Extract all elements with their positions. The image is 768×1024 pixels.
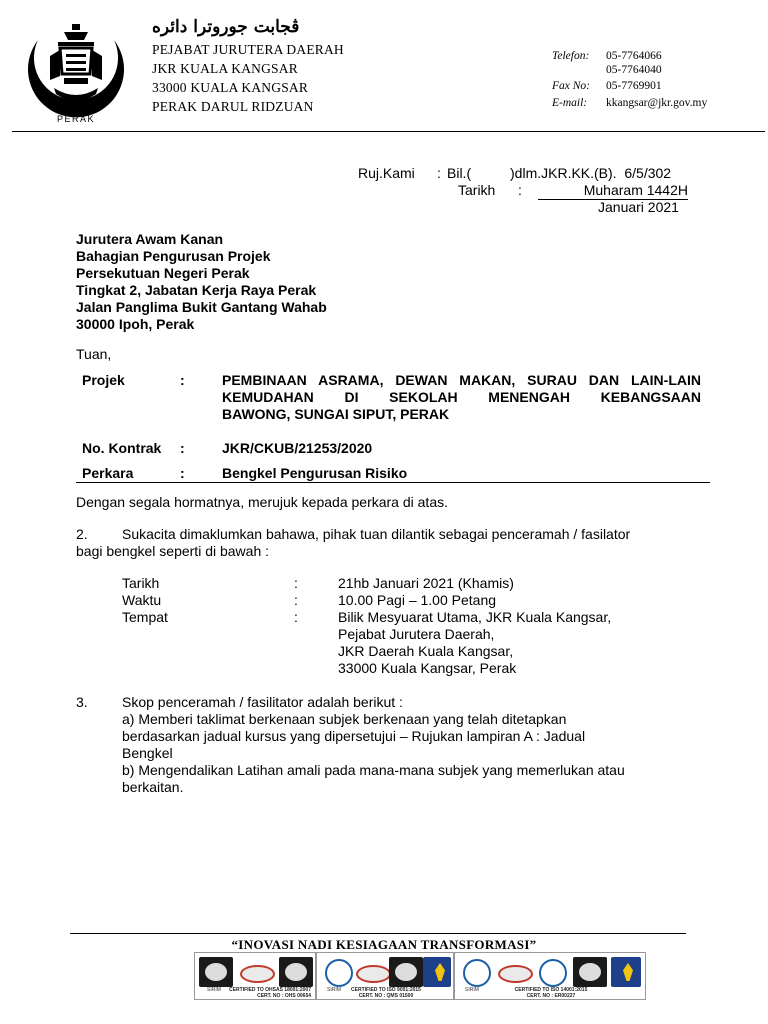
venue-line-2: Pejabat Jurutera Daerah, [338, 626, 495, 642]
ukas-badge-icon [423, 957, 451, 987]
venue-line-3: JKR Daerah Kuala Kangsar, [338, 643, 514, 659]
recipient-line-4: Tingkat 2, Jabatan Kerja Raya Perak [76, 282, 317, 298]
ohsas-cert-title: CERTIFIED TO OHSAS 18001:2007 [229, 987, 311, 993]
letterhead-divider [12, 131, 765, 132]
kontrak-label: No. Kontrak [82, 440, 162, 456]
iso14001-cert-number: CERT. NO : ER00227 [526, 993, 576, 999]
recipient-line-2: Bahagian Pengurusan Projek [76, 248, 271, 264]
iso9001-cert-number: CERT. NO : QMS 01500 [358, 993, 414, 999]
standards-badge-icon [497, 957, 531, 987]
telefon-value-1: 05-7764066 [606, 50, 662, 62]
projek-line-3: BAWONG, SUNGAI SIPUT, PERAK [222, 406, 450, 422]
cert-badge-group-ohsas [194, 952, 316, 1000]
perak-crest-logo [20, 16, 132, 130]
perkara-value: Bengkel Pengurusan Risiko [222, 465, 408, 481]
telefon-label: Telefon: [552, 50, 590, 62]
jawi-office-title: ڤجابت جوروترا دائره [152, 17, 300, 37]
ruj-kami-label: Ruj.Kami [358, 165, 415, 181]
tarikh-ref-colon: : [518, 182, 522, 198]
kontrak-value: JKR/CKUB/21253/2020 [222, 440, 373, 456]
para3-number: 3. [76, 694, 88, 710]
hijri-date: Muharam 1442H [538, 182, 688, 200]
env-system-badge-icon [573, 957, 607, 987]
ruj-kami-colon: : [437, 165, 441, 181]
crest-caption: PERAK [56, 114, 96, 124]
projek-line-2: KEMUDAHAN DI SEKOLAH MENENGAH KEBANGSAAN [222, 389, 701, 405]
para3-line-1: Skop penceramah / fasilitator adalah berikut : [122, 694, 403, 710]
cert-badge-group-iso9001 [316, 952, 454, 1000]
email-label: E-mail: [552, 97, 588, 109]
para3-line-2: a) Memberi taklimat berkenaan subjek berkenaan yang telah ditetapkan [122, 711, 567, 727]
para3-line-3: berdasarkan jadual kursus yang dipersetujui – Rujukan lampiran A : Jadual [122, 728, 586, 744]
projek-label: Projek [82, 372, 125, 388]
detail-waktu-value: 10.00 Pagi – 1.00 Petang [338, 592, 497, 608]
detail-tarikh-value: 21hb Januari 2021 (Khamis) [338, 575, 514, 591]
ukas-badge-icon [611, 957, 641, 987]
detail-tempat-colon: : [294, 609, 298, 625]
opening-sentence: Dengan segala hormatnya, merujuk kepada perkara di atas. [76, 494, 448, 510]
footer-motto: “INOVASI NADI KESIAGAAN TRANSFORMASI” [231, 937, 537, 952]
recipient-line-3: Persekutuan Negeri Perak [76, 265, 250, 281]
para3-line-4: Bengkel [122, 745, 173, 761]
para2-line-1: Sukacita dimaklumkan bahawa, pihak tuan dilantik sebagai penceramah / fasilator [122, 526, 631, 542]
address-line-2: JKR KUALA KANGSAR [152, 61, 298, 76]
gregorian-date: Januari 2021 [598, 199, 679, 215]
standards-badge-icon [239, 957, 273, 987]
quality-system-badge-icon [389, 957, 423, 987]
perkara-colon: : [180, 465, 185, 481]
sirim-label: SIRIM [327, 987, 341, 993]
ohsas-badge-icon [199, 957, 233, 987]
ruj-kami-value: Bil.( )dlm.JKR.KK.(B). 6/5/302 [447, 165, 672, 181]
recipient-line-1: Jurutera Awam Kanan [76, 231, 224, 247]
standards-badge-icon [355, 957, 389, 987]
perkara-underline [76, 482, 710, 483]
detail-tarikh-colon: : [294, 575, 298, 591]
kontrak-colon: : [180, 440, 185, 456]
fax-value: 05-7769901 [606, 80, 662, 92]
detail-tarikh-label: Tarikh [122, 575, 160, 591]
para3-line-6: berkaitan. [122, 779, 184, 795]
venue-line-4: 33000 Kuala Kangsar, Perak [338, 660, 517, 676]
footer-divider [70, 933, 686, 934]
para3-line-5: b) Mengendalikan Latihan amali pada mana-mana subjek yang memerlukan atau [122, 762, 625, 778]
salutation: Tuan, [76, 346, 112, 362]
environmental-badge-icon [535, 957, 569, 987]
iso9001-cert-title: CERTIFIED TO ISO 9001:2015 [351, 987, 421, 993]
ohs-system-badge-icon [279, 957, 313, 987]
iso14001-cert-title: CERTIFIED TO ISO 14001:2015 [514, 987, 588, 993]
detail-tempat-label: Tempat [122, 609, 168, 625]
para2-line-2: bagi bengkel seperti di bawah : [76, 543, 270, 559]
address-line-3: 33000 KUALA KANGSAR [152, 80, 309, 95]
sirim-label: SIRIM [465, 987, 479, 993]
para2-number: 2. [76, 526, 88, 542]
sirim-label: SIRIM [207, 987, 221, 993]
projek-colon: : [180, 372, 185, 388]
ohsas-cert-number: CERT. NO : OHS 00654 [257, 993, 311, 999]
iso9001-badge-icon [321, 957, 355, 987]
tarikh-ref-label: Tarikh [458, 182, 496, 198]
projek-line-1: PEMBINAAN ASRAMA, DEWAN MAKAN, SURAU DAN LAIN-LAIN [222, 372, 701, 388]
detail-waktu-label: Waktu [122, 592, 162, 608]
iso14001-badge-icon [459, 957, 493, 987]
telefon-value-2: 05-7764040 [606, 64, 662, 76]
detail-tempat-value: Bilik Mesyuarat Utama, JKR Kuala Kangsar, [338, 609, 612, 625]
email-value[interactable]: kkangsar@jkr.gov.my [606, 97, 708, 109]
recipient-line-5: Jalan Panglima Bukit Gantang Wahab [76, 299, 327, 315]
address-line-1: PEJABAT JURUTERA DAERAH [152, 42, 344, 57]
recipient-line-6: 30000 Ipoh, Perak [76, 316, 195, 332]
fax-label: Fax No: [552, 80, 591, 92]
cert-badge-group-iso14001 [454, 952, 646, 1000]
address-line-4: PERAK DARUL RIDZUAN [152, 99, 314, 114]
detail-waktu-colon: : [294, 592, 298, 608]
perkara-label: Perkara [82, 465, 134, 481]
